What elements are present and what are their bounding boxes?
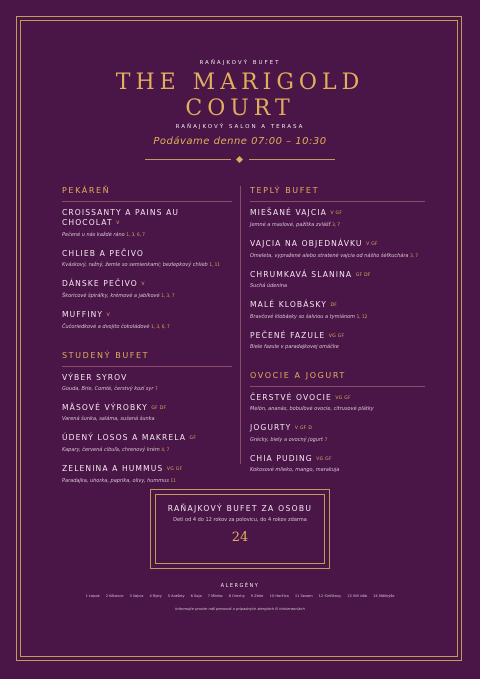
allergen-entry: 1 Lepok	[85, 594, 100, 598]
allergen-entry: 5 Arašidy	[167, 594, 185, 598]
menu-item-title: ÚDENÝ LOSOS A MAKRELA	[62, 433, 187, 442]
allergen-entry: 13 Vlčí bôb	[347, 594, 368, 598]
allergen-entry: 3 Vajcia	[129, 594, 144, 598]
menu-item-description	[250, 252, 425, 260]
allergen-codes: 7	[324, 437, 328, 442]
menu-item-title: CHLIEB A PEČIVO	[62, 249, 144, 258]
dietary-tag: V GF	[330, 211, 343, 216]
menu-item-title: PEČENÉ FAZULE	[250, 331, 326, 340]
menu-item	[250, 331, 425, 351]
dietary-tag: VG GF	[328, 334, 345, 339]
menu-item-description	[62, 292, 232, 300]
menu-item-title: CHIA PUDING	[250, 454, 313, 463]
dietary-tag: GF DF	[151, 406, 167, 411]
ornament-divider	[145, 156, 335, 164]
section-gap	[250, 361, 425, 371]
price-box-title: RAŇAJKOVÝ BUFET ZA OSOBU	[167, 504, 313, 513]
allergen-entry: 2 Kôrovce	[105, 594, 124, 598]
price-box-note: Deti od 4 do 12 rokov za polovicu, do 4 rokov zdarma	[173, 517, 307, 523]
menu-item-desc-text: Pečené u nás každé ráno	[62, 232, 125, 238]
menu-item-description	[62, 446, 232, 454]
section-gap	[62, 341, 232, 351]
dietary-tag: V GF	[366, 242, 378, 247]
venue-subtitle: RAŇAJKOVÝ SALON A TERASA	[175, 124, 305, 130]
title-line-2: COURT	[185, 96, 295, 121]
menu-item	[62, 373, 232, 393]
menu-item-description	[250, 467, 425, 474]
dietary-tag: V	[106, 313, 111, 318]
menu-item-desc-text: Jemné a maslové, pažítka zvlášť	[250, 222, 331, 228]
dietary-tag: GF	[189, 436, 197, 441]
menu-item-title: MUFFINY	[62, 310, 104, 319]
menu-item	[62, 310, 232, 331]
dietary-tag: VG GF	[316, 457, 332, 462]
menu-item-description	[62, 231, 232, 239]
menu-item-description	[250, 313, 425, 321]
menu-item	[62, 464, 232, 485]
menu-item-title: CROISSANTY A PAINS AU CHOCOLAT	[62, 208, 180, 227]
divider-line-left	[145, 159, 231, 160]
menu-item	[250, 300, 425, 321]
menu-item	[62, 208, 232, 239]
menu-item	[62, 249, 232, 269]
menu-item	[62, 433, 232, 454]
menu-item-description	[62, 261, 232, 269]
restaurant-title	[0, 70, 480, 122]
menu-item-desc-text: Bravčové klobásky so šalviou a tymiánom	[250, 314, 356, 320]
menu-item-name	[62, 403, 232, 414]
allergen-entry: 9 Zeler	[250, 594, 264, 598]
dietary-tag: GF DF	[355, 273, 371, 278]
allergen-codes: 1, 3, 7	[161, 293, 175, 298]
right-menu-column	[250, 186, 425, 484]
menu-item-name	[62, 464, 232, 475]
menu-item-desc-text: Paradajka, uhorka, paprika, olivy, hummus	[62, 478, 169, 484]
menu-item-title: CHRUMKAVÁ SLANINA	[250, 270, 353, 279]
menu-item-description	[62, 323, 232, 331]
title-line-1: THE MARIGOLD	[115, 70, 365, 95]
menu-item-title: DÁNSKE PEČIVO	[62, 279, 138, 288]
section-rule	[62, 201, 232, 202]
dietary-tag: V GF D	[294, 426, 313, 431]
section-rule	[250, 201, 425, 202]
menu-item-name	[62, 249, 232, 259]
left-menu-column	[62, 186, 232, 495]
menu-item-name	[62, 373, 232, 383]
allergen-entry: 10 Horčica	[269, 594, 289, 598]
allergen-entry: 4 Ryby	[149, 594, 162, 598]
menu-item-desc-text: Kokosové mlieko, mango, marakuja	[250, 467, 340, 473]
allergens-footnote: Informujte prosím náš personál o prípadných alergiách či intoleranciách	[175, 607, 305, 611]
diamond-icon	[236, 156, 243, 163]
menu-item-desc-text: Čučoriedkové a dvojitо čokoládové	[62, 324, 150, 330]
menu-item-desc-text: Kváskový, ražný, žemle so semienkami; bezlepkový chlieb	[62, 262, 208, 268]
dietary-tag: VG GF	[166, 467, 183, 472]
menu-item-desc-text: Omeleta, vypražené alebo stratené vajcia od nášho šéfkuchára	[250, 253, 409, 259]
menu-item-desc-text: Gouda, Brie, Comté, čerstvý kozí syr	[62, 386, 154, 392]
menu-item	[250, 270, 425, 290]
menu-item-title: MALÉ KLOBÁSKY	[250, 300, 327, 309]
section-rule	[62, 366, 232, 367]
dietary-tag: VG GF	[335, 396, 351, 401]
menu-item-description	[62, 477, 232, 485]
menu-item-title: ZELENINA A HUMMUS	[62, 464, 164, 473]
allergens-list	[60, 593, 420, 600]
menu-item-title: ČERSTVÉ OVOCIE	[250, 393, 332, 402]
column-divider	[240, 186, 241, 464]
menu-item	[250, 423, 425, 444]
menu-item-name	[250, 423, 425, 434]
menu-item-title: VÝBER SYROV	[62, 373, 128, 382]
menu-item	[62, 279, 232, 300]
allergen-codes: 1, 3, 6, 7	[126, 232, 145, 237]
menu-item-description	[62, 385, 232, 393]
buffet-price: 24	[231, 530, 249, 545]
menu-item-name	[250, 454, 425, 465]
allergen-codes: 11	[170, 478, 176, 483]
menu-item-desc-text: Grécky, biely a ovocný jogurt	[250, 437, 323, 443]
menu-item-description	[62, 416, 232, 423]
dietary-tag: V	[141, 282, 145, 287]
menu-item-title: JOGURTY	[250, 423, 292, 432]
menu-item-description	[250, 436, 425, 444]
menu-item-name	[250, 331, 425, 342]
dietary-tag: V	[116, 221, 120, 226]
section-title: STUDENÝ BUFET	[62, 351, 150, 360]
menu-item	[250, 454, 425, 474]
allergen-codes: 1, 3, 6, 7	[151, 324, 170, 329]
menu-item-name	[250, 239, 425, 250]
menu-item-desc-text: Škoricové špirálky, krémové a jablkové	[62, 293, 160, 299]
allergen-entry: 8 Orechy	[228, 594, 245, 598]
allergen-codes: 4, 7	[161, 447, 170, 452]
allergen-codes: 3, 7	[332, 222, 341, 227]
allergen-entry: 14 Mäkkýše	[373, 594, 395, 598]
section-title: TEPLÝ BUFET	[250, 186, 320, 195]
menu-item-desc-text: Melón, ananás, bobuľové ovocie, citrusové plátky	[250, 406, 374, 412]
serving-hours: Podávame denne 07:00 – 10:30	[153, 136, 327, 147]
allergens-title: ALERGÉNY	[220, 583, 260, 589]
menu-item-name	[250, 300, 425, 311]
allergen-codes: 1, 12	[356, 314, 368, 319]
menu-item	[62, 403, 232, 423]
allergen-codes: 3, 7	[410, 253, 419, 258]
allergen-entry: 6 Soja	[190, 594, 202, 598]
menu-item-description	[250, 406, 425, 413]
menu-item-description	[250, 221, 425, 229]
allergen-entry: 11 Sezam	[294, 594, 313, 598]
section-rule	[250, 386, 425, 387]
allergen-entry: 7 Mlieko	[207, 594, 223, 598]
menu-item-name	[250, 270, 425, 281]
menu-item	[250, 393, 425, 413]
menu-item-name	[62, 310, 232, 321]
menu-eyebrow: RAŇAJKOVÝ BUFET	[199, 60, 281, 66]
menu-item-title: VAJCIA NA OBJEDNÁVKU	[250, 239, 363, 248]
menu-item	[250, 239, 425, 260]
menu-item-title: MÄSOVÉ VÝROBKY	[62, 403, 148, 412]
divider-line-right	[249, 159, 335, 160]
allergen-entry: 12 Siričitany	[318, 594, 342, 598]
menu-item-name	[250, 393, 425, 404]
section-title: PEKÁREŇ	[62, 186, 111, 195]
menu-item	[250, 208, 425, 229]
allergen-codes: 7	[155, 386, 158, 391]
section-title: OVOCIE A JOGURT	[250, 371, 346, 380]
price-box	[150, 489, 330, 569]
menu-item-desc-text: Varená šunka, saláma, sušená šunka	[62, 416, 155, 422]
allergen-codes: 1, 11	[209, 262, 220, 267]
menu-item-title: MIEŠANÉ VAJCIA	[250, 208, 327, 217]
menu-item-description	[250, 344, 425, 351]
menu-item-desc-text: Kapary, červená cibuľa, chrenový krém	[62, 447, 160, 453]
menu-item-name	[62, 433, 232, 444]
menu-item-name	[250, 208, 425, 219]
menu-item-name	[62, 208, 232, 229]
menu-item-desc-text: Suchá údenina	[250, 283, 288, 289]
dietary-tag: DF	[330, 303, 338, 308]
menu-item-name	[62, 279, 232, 290]
menu-item-description	[250, 283, 425, 290]
menu-item-desc-text: Biele fazule v paradajkovej omáčke	[250, 344, 339, 350]
